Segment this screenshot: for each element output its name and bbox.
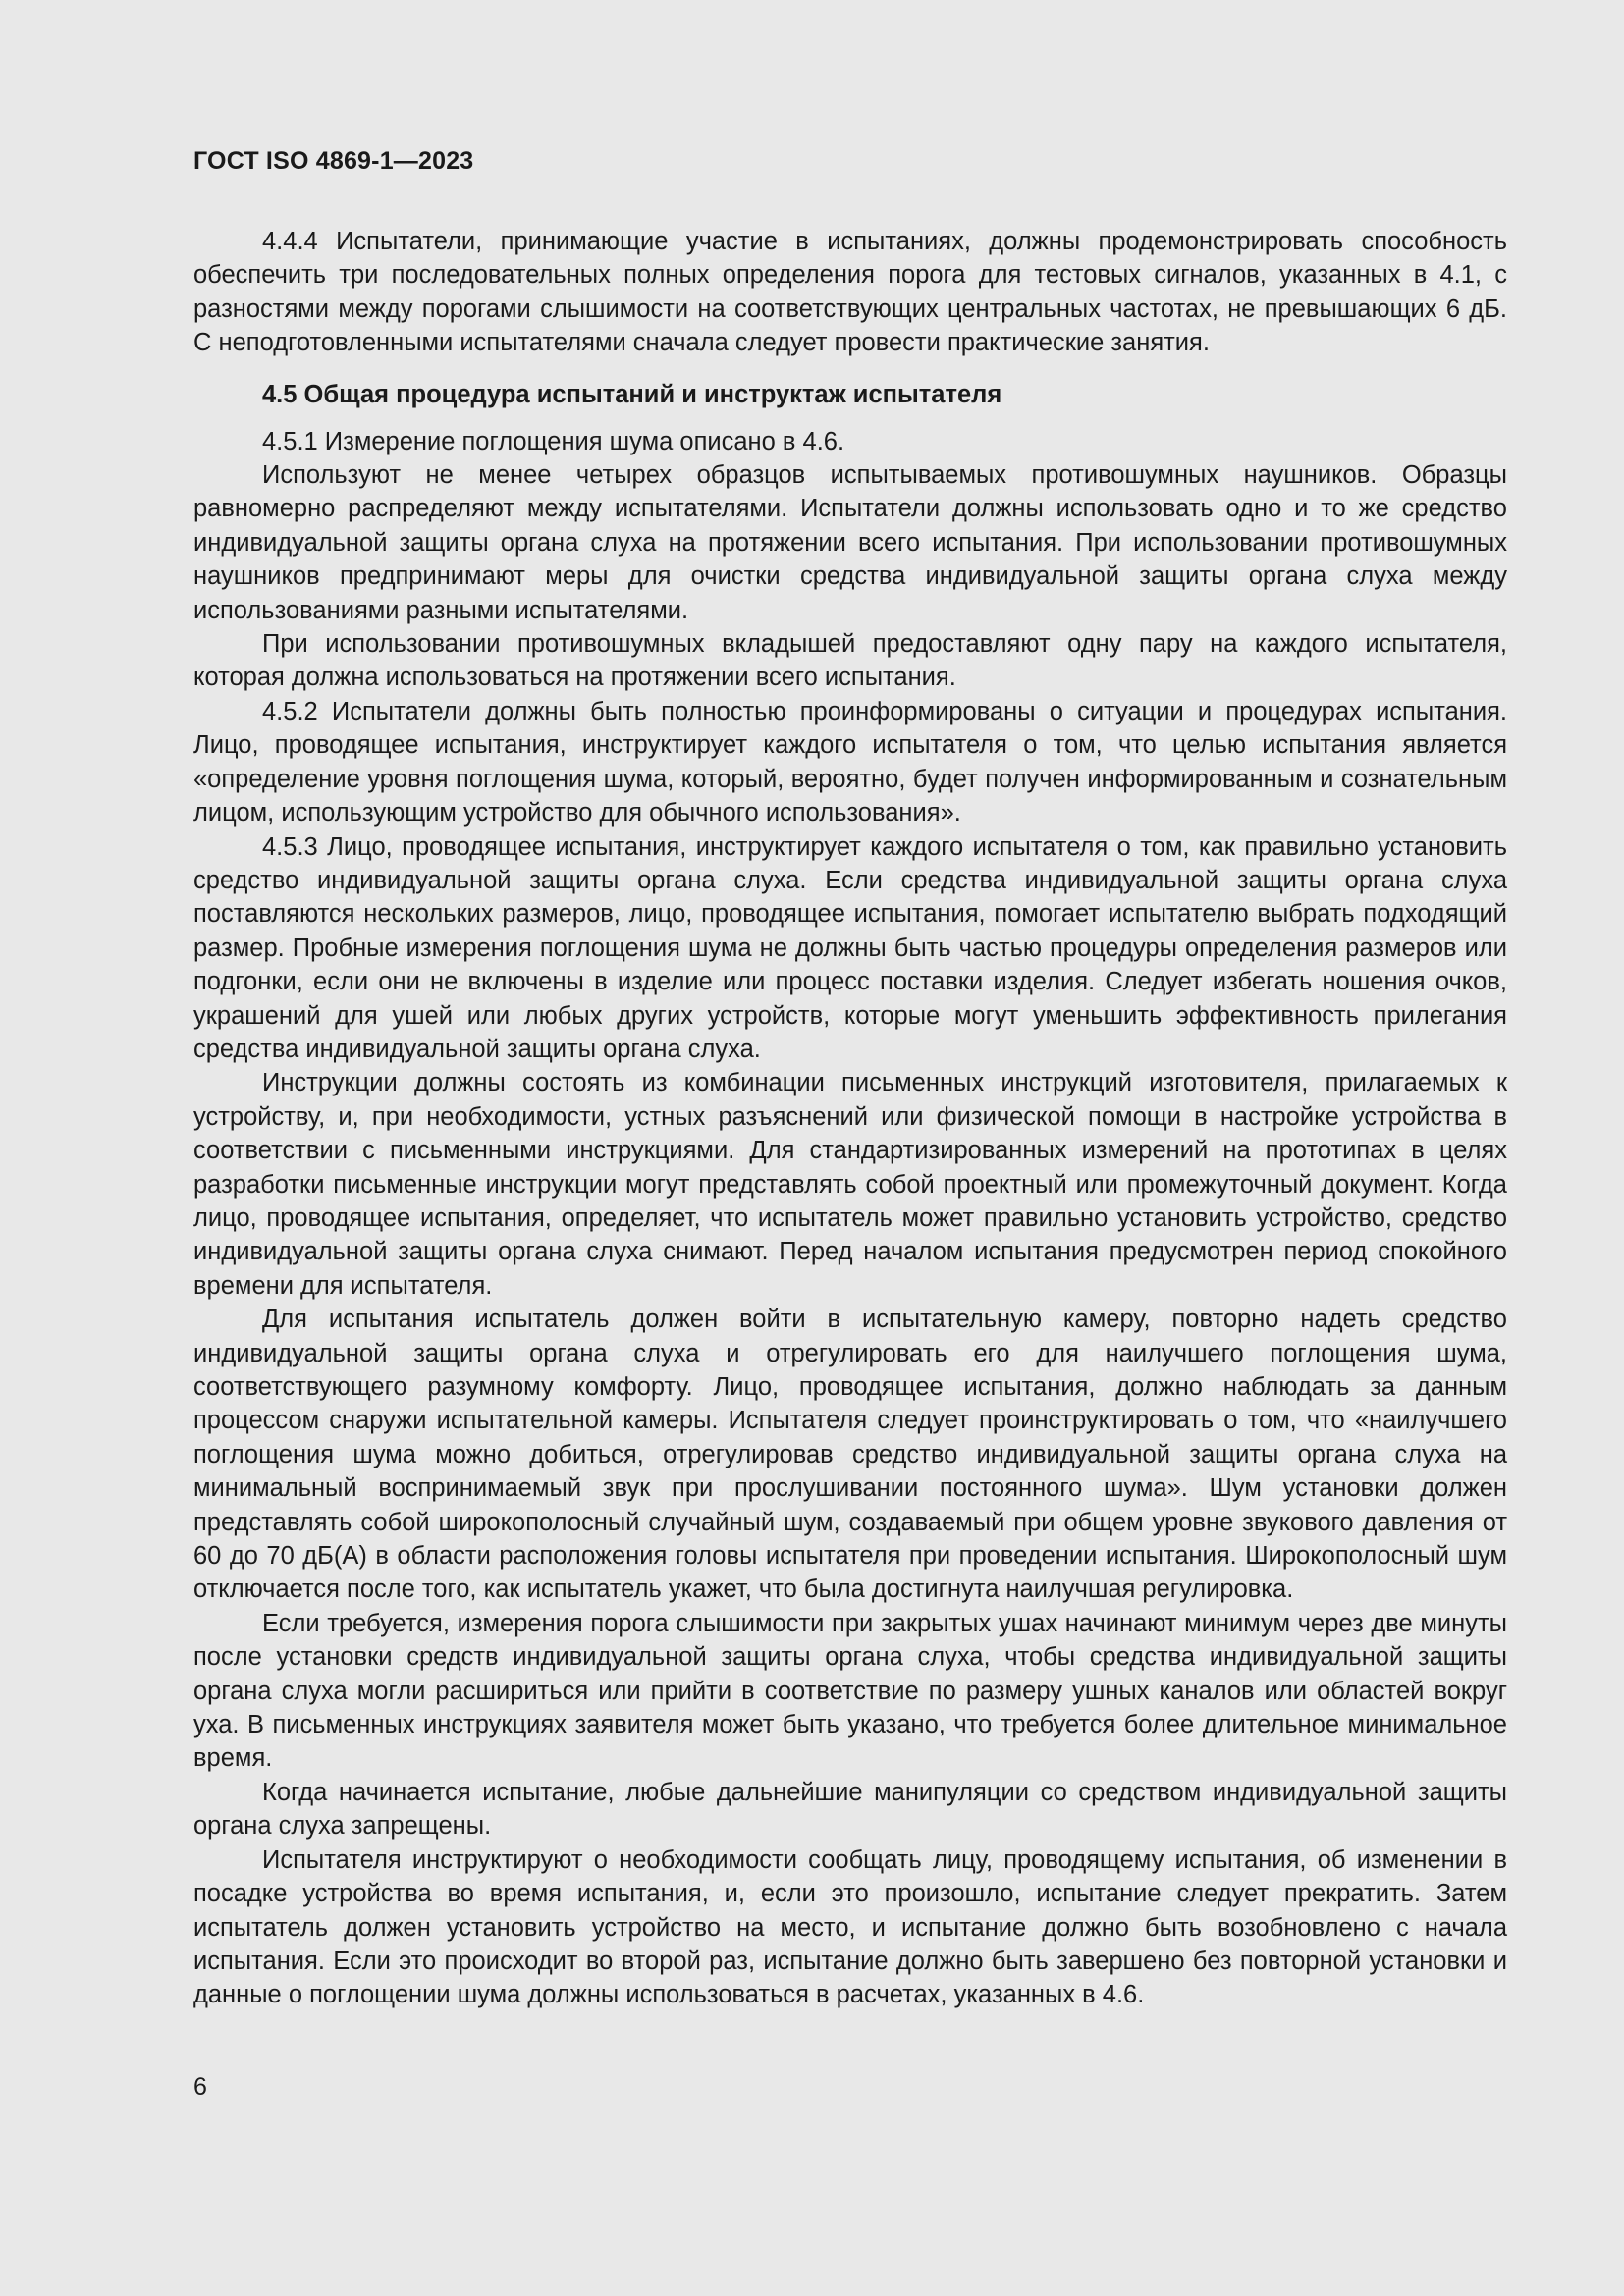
page-number: 6 <box>193 2073 207 2101</box>
paragraph-samples: Используют не менее четырех образцов испытываемых противошумных наушников. Образцы равномерно распределяют между испытателями. Испытатели должны использовать одно и то же средство индивидуальной защиты органа слуха на протяжении всего испытания. При использовании противошумных наушников предпринимают меры для очистки средства индивидуальной защиты органа слуха между использованиями разными испытателями. <box>193 461 1507 624</box>
paragraph-threshold: Если требуется, измерения порога слышимости при закрытых ушах начинают минимум через две минуты после установки средств индивидуальной защиты органа слуха, чтобы средства индивидуальной защиты органа слуха могли расшириться или прийти в соответствие по размеру ушных каналов или областей вокруг уха. В письменных инструкциях заявителя может быть указано, что требуется более длительное минимальное время. <box>193 1609 1507 1773</box>
paragraph-4-4-4: 4.4.4 Испытатели, принимающие участие в испытаниях, должны продемонстрировать способность обеспечить три последовательных полных определения порога для тестовых сигналов, указанных в 4.1, с разностями между порогами слышимости на соответствующих центральных частотах, не превышающих 6 дБ. С неподготовленными испытателями сначала следует провести практические занятия. <box>193 228 1507 357</box>
document-header: ГОСТ ISO 4869-1—2023 <box>193 147 474 175</box>
paragraph-chamber: Для испытания испытатель должен войти в испытательную камеру, повторно надеть средство индивидуальной защиты органа слуха и отрегулировать его для наилучшего поглощения шума, соответствующего разумному комфорту. Лицо, проводящее испытания, должно наблюдать за данным процессом снаружи испытательной камеры. Испытателя следует проинструктировать о том, что «наилучшего поглощения шума можно добиться, отрегулировав средство индивидуальной защиты органа слуха на минимальный воспринимаемый звук при прослушивании постоянного шума». Шум установки должен представлять собой широкополосный случайный шум, создаваемый при общем уровне звукового давления от 60 до 70 дБ(А) в области расположения головы испытателя при проведении испытания. Широкополосный шум отключается после того, как испытатель укажет, что была достигнута наилучшая регулировка. <box>193 1306 1507 1604</box>
paragraph-no-manipulation: Когда начинается испытание, любые дальнейшие манипуляции со средством индивидуальной защиты органа слуха запрещены. <box>193 1778 1507 1841</box>
paragraph-4-5-3: 4.5.3 Лицо, проводящее испытания, инструктирует каждого испытателя о том, как правильно установить средство индивидуальной защиты органа слуха. Если средства индивидуальной защиты органа слуха поставляются нескольких размеров, лицо, проводящее испытания, помогает испытателю выбрать подходящий размер. Пробные измерения поглощения шума не должны быть частью процедуры определения размеров или подгонки, если они не включены в изделие или процесс поставки изделия. Следует избегать ношения очков, украшений для ушей или любых других устройств, которые могут уменьшить эффективность прилегания средства индивидуальной защиты органа слуха. <box>193 832 1507 1063</box>
paragraph-4-5-1: 4.5.1 Измерение поглощения шума описано в 4.6. <box>262 427 845 455</box>
paragraph-4-5-2: 4.5.2 Испытатели должны быть полностью проинформированы о ситуации и процедурах испытания. Лицо, проводящее испытания, инструктирует каждого испытателя о том, что целью испытания является «определение уровня поглощения шума, который, вероятно, будет получен информированным и сознательным лицом, использующим устройство для обычного использования». <box>193 697 1507 828</box>
section-heading-4-5: 4.5 Общая процедура испытаний и инструктаж испытателя <box>262 380 1002 408</box>
paragraph-instructions: Инструкции должны состоять из комбинации письменных инструкций изготовителя, прилагаемых к устройству, и, при необходимости, устных разъяснений или физической помощи в настройке устройства в соответствии с письменными инструкциями. Для стандартизированных измерений на прототипах в целях разработки письменные инструкции могут представлять собой проектный или промежуточный документ. Когда лицо, проводящее испытания, определяет, что испытатель может правильно установить устройство, средство индивидуальной защиты органа слуха снимают. Перед началом испытания предусмотрен период спокойного времени для испытателя. <box>193 1069 1507 1300</box>
paragraph-report-change: Испытателя инструктируют о необходимости сообщать лицу, проводящему испытания, об изменении в посадке устройства во время испытания, и, если это произошло, испытание следует прекратить. Затем испытатель должен установить устройство на место, и испытание должно быть возобновлено с начала испытания. Если это происходит во второй раз, испытание должно быть завершено без повторной установки и данные о поглощении шума должны использоваться в расчетах, указанных в 4.6. <box>193 1845 1507 2009</box>
document-body <box>193 225 1507 2012</box>
paragraph-inserts: При использовании противошумных вкладышей предоставляют одну пару на каждого испытателя, которая должна использоваться на протяжении всего испытания. <box>193 630 1507 692</box>
